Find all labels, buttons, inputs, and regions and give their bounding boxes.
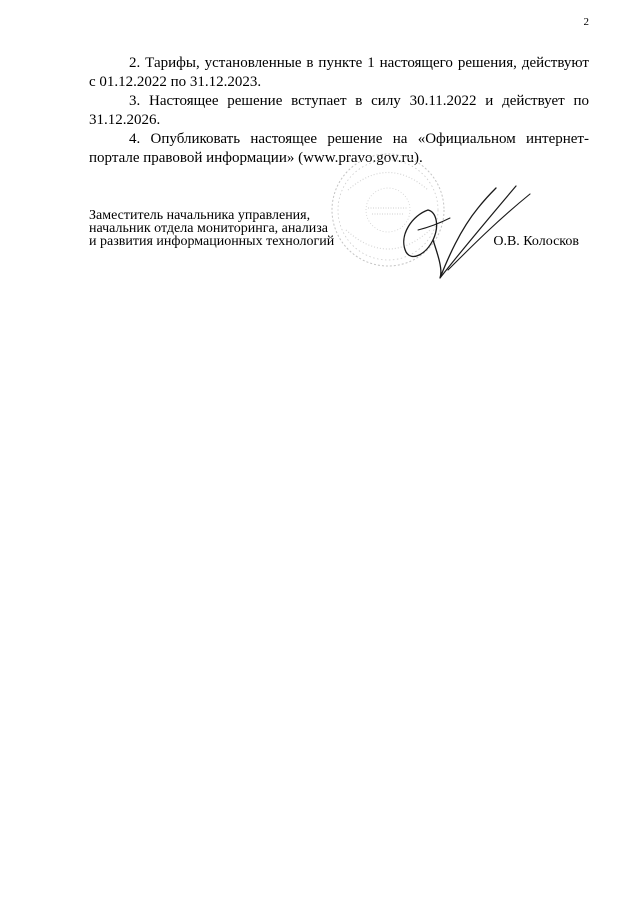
signatory-name: О.В. Колосков bbox=[493, 234, 579, 249]
signature-block bbox=[89, 209, 589, 289]
paragraph-effective-date: 3. Настоящее решение вступает в силу 30.11.2022 и действует по 31.12.2026. bbox=[89, 93, 589, 128]
position-line: и развития информационных технологий bbox=[89, 234, 335, 249]
position-line: Заместитель начальника управления, bbox=[89, 208, 311, 223]
signatory-position bbox=[89, 209, 369, 248]
page-number: 2 bbox=[583, 16, 589, 28]
position-line: начальник отдела мониторинга, анализа bbox=[89, 221, 328, 236]
paragraph-publication: 4. Опубликовать настоящее решение на «Официальном интернет-портале правовой информации» (www.pravo.gov.ru). bbox=[89, 131, 589, 166]
paragraph-tariff-period: 2. Тарифы, установленные в пункте 1 настоящего решения, действуют с 01.12.2022 по 31.12.2023. bbox=[89, 55, 589, 90]
